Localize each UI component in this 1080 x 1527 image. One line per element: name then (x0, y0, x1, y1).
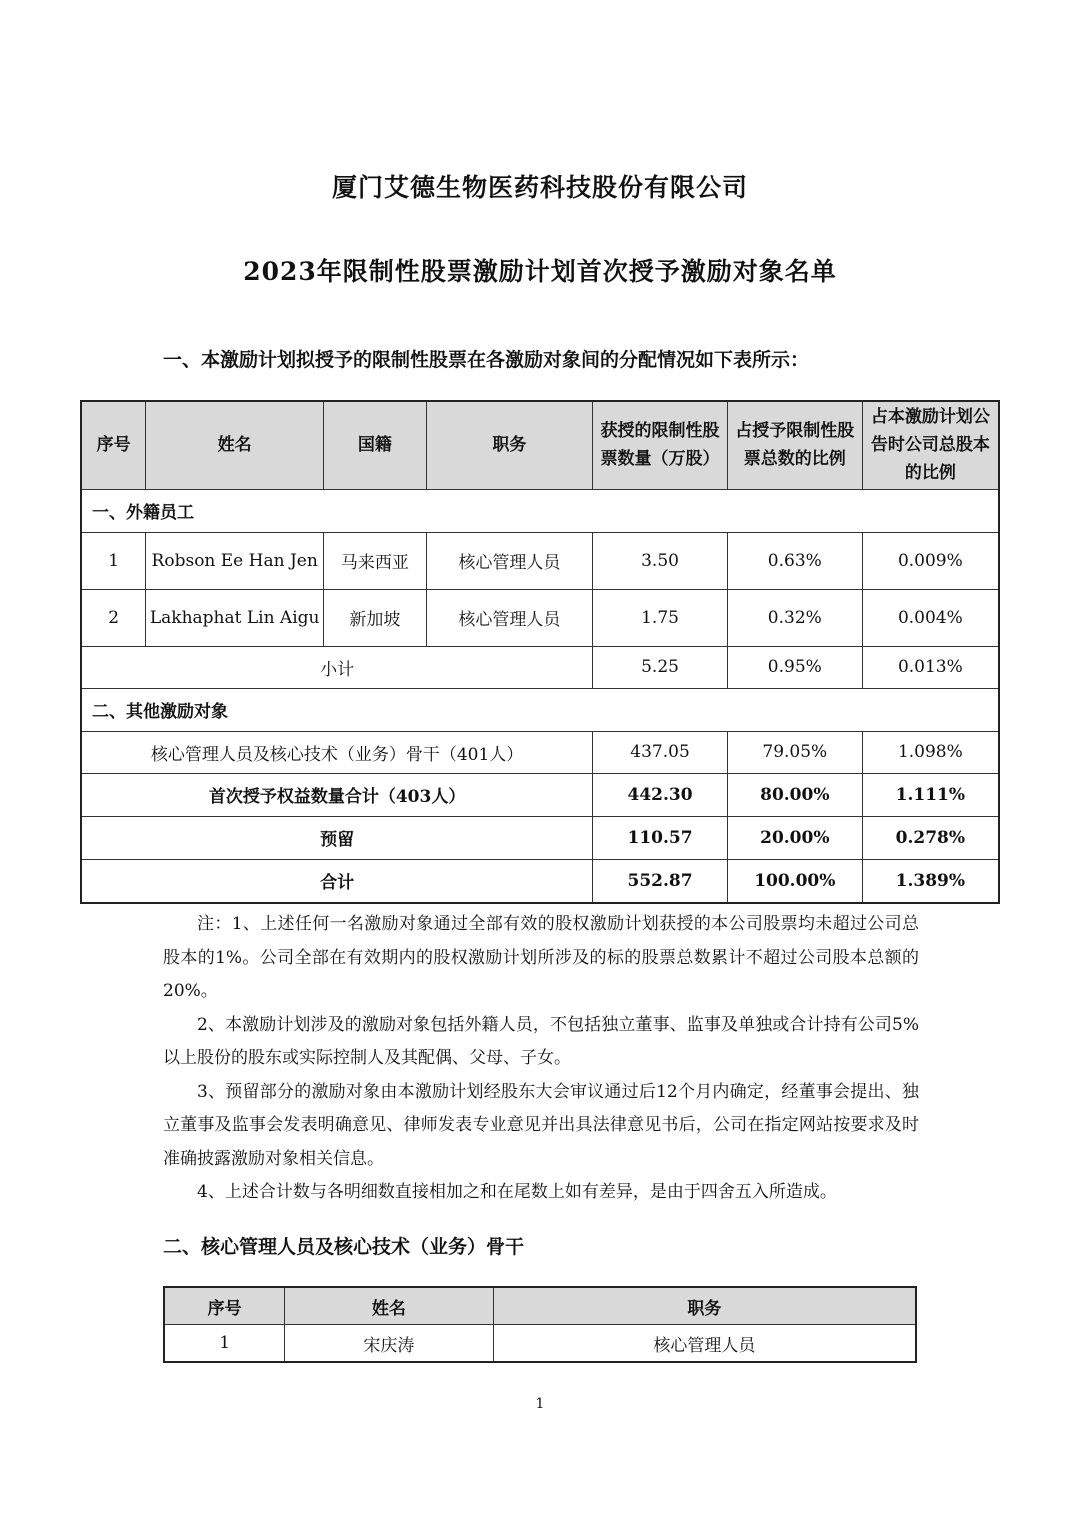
reserved-row (81, 816, 999, 859)
cell-nationality: 新加坡 (324, 589, 427, 646)
cell-name: Robson Ee Han Jen (146, 532, 324, 589)
reserved-label: 预留 (81, 816, 593, 859)
first-grant-total-pct-grant: 80.00% (727, 773, 862, 816)
subtotal-label: 小计 (81, 646, 593, 688)
note-1: 注：1、上述任何一名激励对象通过全部有效的股权激励计划获授的本公司股票均未超过公司总股本的1%。公司全部在有效期内的股权激励计划所涉及的标的股票总数累计不超过公司股本总额的20%。 (163, 914, 919, 1001)
header-name: 姓名 (146, 401, 324, 489)
cell-position: 核心管理人员 (426, 589, 592, 646)
total-row (81, 859, 999, 903)
first-grant-total-pct-total: 1.111% (862, 773, 999, 816)
others-label: 核心管理人员及核心技术（业务）骨干（401人） (81, 731, 593, 773)
subtotal-pct-grant: 0.95% (727, 646, 862, 688)
header-position: 职务 (426, 401, 592, 489)
group-label: 一、外籍员工 (81, 489, 999, 532)
header-position: 职务 (493, 1287, 916, 1325)
subtotal-row (81, 646, 999, 688)
header-name: 姓名 (285, 1287, 493, 1325)
total-shares: 552.87 (593, 859, 728, 903)
group-row-other (81, 688, 999, 731)
allocation-table (80, 400, 1000, 904)
header-pct-total: 占本激励计划公告时公司总股本的比例 (862, 401, 999, 489)
note-4: 4、上述合计数与各明细数直接相加之和在尾数上如有差异，是由于四舍五入所造成。 (197, 1182, 837, 1202)
total-pct-total: 1.389% (862, 859, 999, 903)
header-no: 序号 (81, 401, 146, 489)
cell-no: 1 (81, 532, 146, 589)
cell-position: 核心管理人员 (426, 532, 592, 589)
section1-heading: 一、本激励计划拟授予的限制性股票在各激励对象间的分配情况如下表所示： (163, 349, 810, 371)
table-header-row (164, 1287, 916, 1325)
others-pct-total: 1.098% (862, 731, 999, 773)
cell-position: 核心管理人员 (493, 1325, 916, 1363)
note-3: 3、预留部分的激励对象由本激励计划经股东大会审议通过后12个月内确定，经董事会提出、独立董事及监事会发表明确意见、律师发表专业意见并出具法律意见书后，公司在指定网站按要求及时准确披露激励对象相关信息。 (163, 1081, 919, 1169)
reserved-pct-total: 0.278% (862, 816, 999, 859)
total-label: 合计 (81, 859, 593, 903)
group-row-foreign (81, 489, 999, 532)
header-shares: 获授的限制性股票数量（万股） (593, 401, 728, 489)
cell-pct-grant: 0.63% (727, 532, 862, 589)
table-row (164, 1325, 916, 1363)
cell-pct-grant: 0.32% (727, 589, 862, 646)
reserved-pct-grant: 20.00% (727, 816, 862, 859)
header-no: 序号 (164, 1287, 285, 1325)
note-2: 2、本激励计划涉及的激励对象包括外籍人员，不包括独立董事、监事及单独或合计持有公司5%以上股份的股东或实际控制人及其配偶、父母、子女。 (163, 1014, 919, 1068)
section2-heading: 二、核心管理人员及核心技术（业务）骨干 (163, 1236, 525, 1258)
first-grant-total-label: 首次授予权益数量合计（403人） (81, 773, 593, 816)
personnel-table (163, 1286, 917, 1363)
first-grant-total-row (81, 773, 999, 816)
company-name: 厦门艾德生物医药科技股份有限公司 (331, 173, 748, 202)
others-row (81, 731, 999, 773)
page-number: 1 (535, 1396, 545, 1412)
cell-pct-total: 0.004% (862, 589, 999, 646)
cell-nationality: 马来西亚 (324, 532, 427, 589)
cell-no: 1 (164, 1325, 285, 1363)
document-title: 2023年限制性股票激励计划首次授予激励对象名单 (243, 257, 837, 286)
header-nationality: 国籍 (324, 401, 427, 489)
others-shares: 437.05 (593, 731, 728, 773)
group-label: 二、其他激励对象 (81, 688, 999, 731)
first-grant-total-shares: 442.30 (593, 773, 728, 816)
cell-name: Lakhaphat Lin Aigu (146, 589, 324, 646)
notes-block (163, 908, 919, 1210)
subtotal-pct-total: 0.013% (862, 646, 999, 688)
cell-name: 宋庆涛 (285, 1325, 493, 1363)
table-row (81, 532, 999, 589)
reserved-shares: 110.57 (593, 816, 728, 859)
table-row (81, 589, 999, 646)
header-pct-grant: 占授予限制性股票总数的比例 (727, 401, 862, 489)
cell-shares: 3.50 (593, 532, 728, 589)
subtotal-shares: 5.25 (593, 646, 728, 688)
total-pct-grant: 100.00% (727, 859, 862, 903)
cell-no: 2 (81, 589, 146, 646)
others-pct-grant: 79.05% (727, 731, 862, 773)
cell-shares: 1.75 (593, 589, 728, 646)
table-header-row (81, 401, 999, 489)
cell-pct-total: 0.009% (862, 532, 999, 589)
